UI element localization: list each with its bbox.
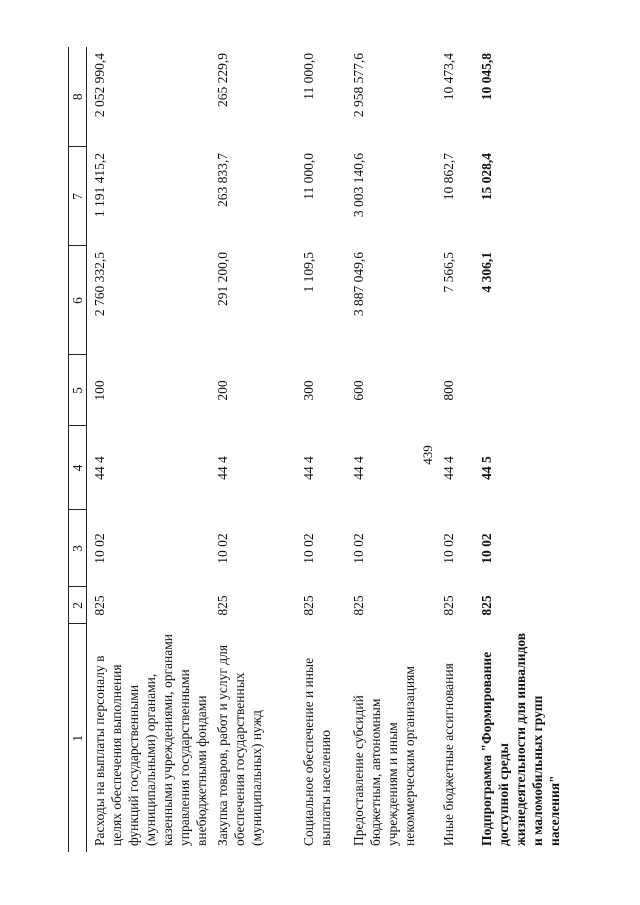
table-row <box>346 47 436 852</box>
cell-amount: 10 045,8 <box>479 53 494 101</box>
cell-amount: 1 109,5 <box>301 252 316 293</box>
cell-section: 10 02 <box>301 533 316 564</box>
header-cell: 6 <box>69 246 87 355</box>
header-cell: 8 <box>69 47 87 147</box>
table-row <box>296 47 346 852</box>
cell-code: 825 <box>441 595 456 616</box>
cell-amount: 2 760 332,5 <box>92 252 107 317</box>
cell-target: 44 4 <box>351 456 366 480</box>
cell-target: 44 4 <box>301 456 316 480</box>
cell-section: 10 02 <box>351 533 366 564</box>
rotated-page-content <box>68 47 620 852</box>
table-row <box>436 47 474 852</box>
budget-table <box>68 47 568 852</box>
cell-code: 825 <box>479 595 494 616</box>
cell-code: 825 <box>351 595 366 616</box>
cell-amount: 11 000,0 <box>301 153 316 200</box>
row-name: Иные бюджетные ассигнования <box>441 663 456 846</box>
cell-code: 825 <box>301 595 316 616</box>
cell-target: 44 4 <box>215 456 230 480</box>
cell-target: 44 4 <box>92 456 107 480</box>
table-row-subprogram <box>474 47 568 852</box>
header-cell: 2 <box>69 587 87 624</box>
cell-amount: 2 958 577,6 <box>351 53 366 118</box>
cell-amount: 3 887 049,6 <box>351 252 366 317</box>
row-name: Закупка товаров, работ и услуг для обеспечения государственных (муниципальных) нужд <box>215 644 264 846</box>
cell-type: 100 <box>92 380 107 401</box>
row-name: Предоставление субсидий бюджетным, автономным учреждениям и иным некоммерческим организациям <box>351 666 417 846</box>
cell-type: 200 <box>215 380 230 401</box>
cell-section: 10 02 <box>92 533 107 564</box>
cell-amount: 10 473,4 <box>441 53 456 101</box>
cell-code: 825 <box>215 595 230 616</box>
row-name: Подпрограмма "Формирование доступной среды жизнедеятельности для инвалидов и маломобильных групп населения" <box>479 632 562 846</box>
header-cell: 1 <box>69 624 87 852</box>
cell-section: 10 02 <box>441 533 456 564</box>
cell-amount: 15 028,4 <box>479 153 494 201</box>
cell-target: 44 5 <box>479 456 494 480</box>
cell-amount: 7 566,5 <box>441 252 456 293</box>
cell-type <box>474 355 568 426</box>
cell-amount: 291 200,0 <box>215 252 230 306</box>
cell-amount: 3 003 140,6 <box>351 153 366 218</box>
header-cell: 5 <box>69 355 87 426</box>
cell-target: 44 4 <box>441 456 456 480</box>
cell-type: 800 <box>441 380 456 401</box>
header-row <box>69 47 87 852</box>
cell-type: 600 <box>351 380 366 401</box>
page-number: 439 <box>420 445 435 465</box>
cell-amount: 1 191 415,2 <box>92 153 107 218</box>
cell-amount: 10 862,7 <box>441 153 456 201</box>
header-cell: 3 <box>69 510 87 587</box>
header-cell: 7 <box>69 147 87 246</box>
table-row <box>210 47 296 852</box>
cell-amount: 11 000,0 <box>301 53 316 100</box>
table-row <box>87 47 211 852</box>
cell-amount: 263 833,7 <box>215 153 230 207</box>
cell-amount: 4 306,1 <box>479 252 494 293</box>
cell-section: 10 02 <box>479 533 494 564</box>
row-name: Расходы на выплаты персоналу в целях обеспечения выполнения функций государственными (муниципальными) органами, казенными учреждениями, органами управления государственными внебюджетными фондами <box>92 634 209 846</box>
cell-amount: 265 229,9 <box>215 53 230 107</box>
cell-amount: 2 052 990,4 <box>92 53 107 118</box>
row-name: Социальное обеспечение и иные выплаты населению <box>301 657 333 846</box>
cell-type: 300 <box>301 380 316 401</box>
header-cell: 4 <box>69 426 87 510</box>
cell-code: 825 <box>92 595 107 616</box>
cell-section: 10 02 <box>215 533 230 564</box>
